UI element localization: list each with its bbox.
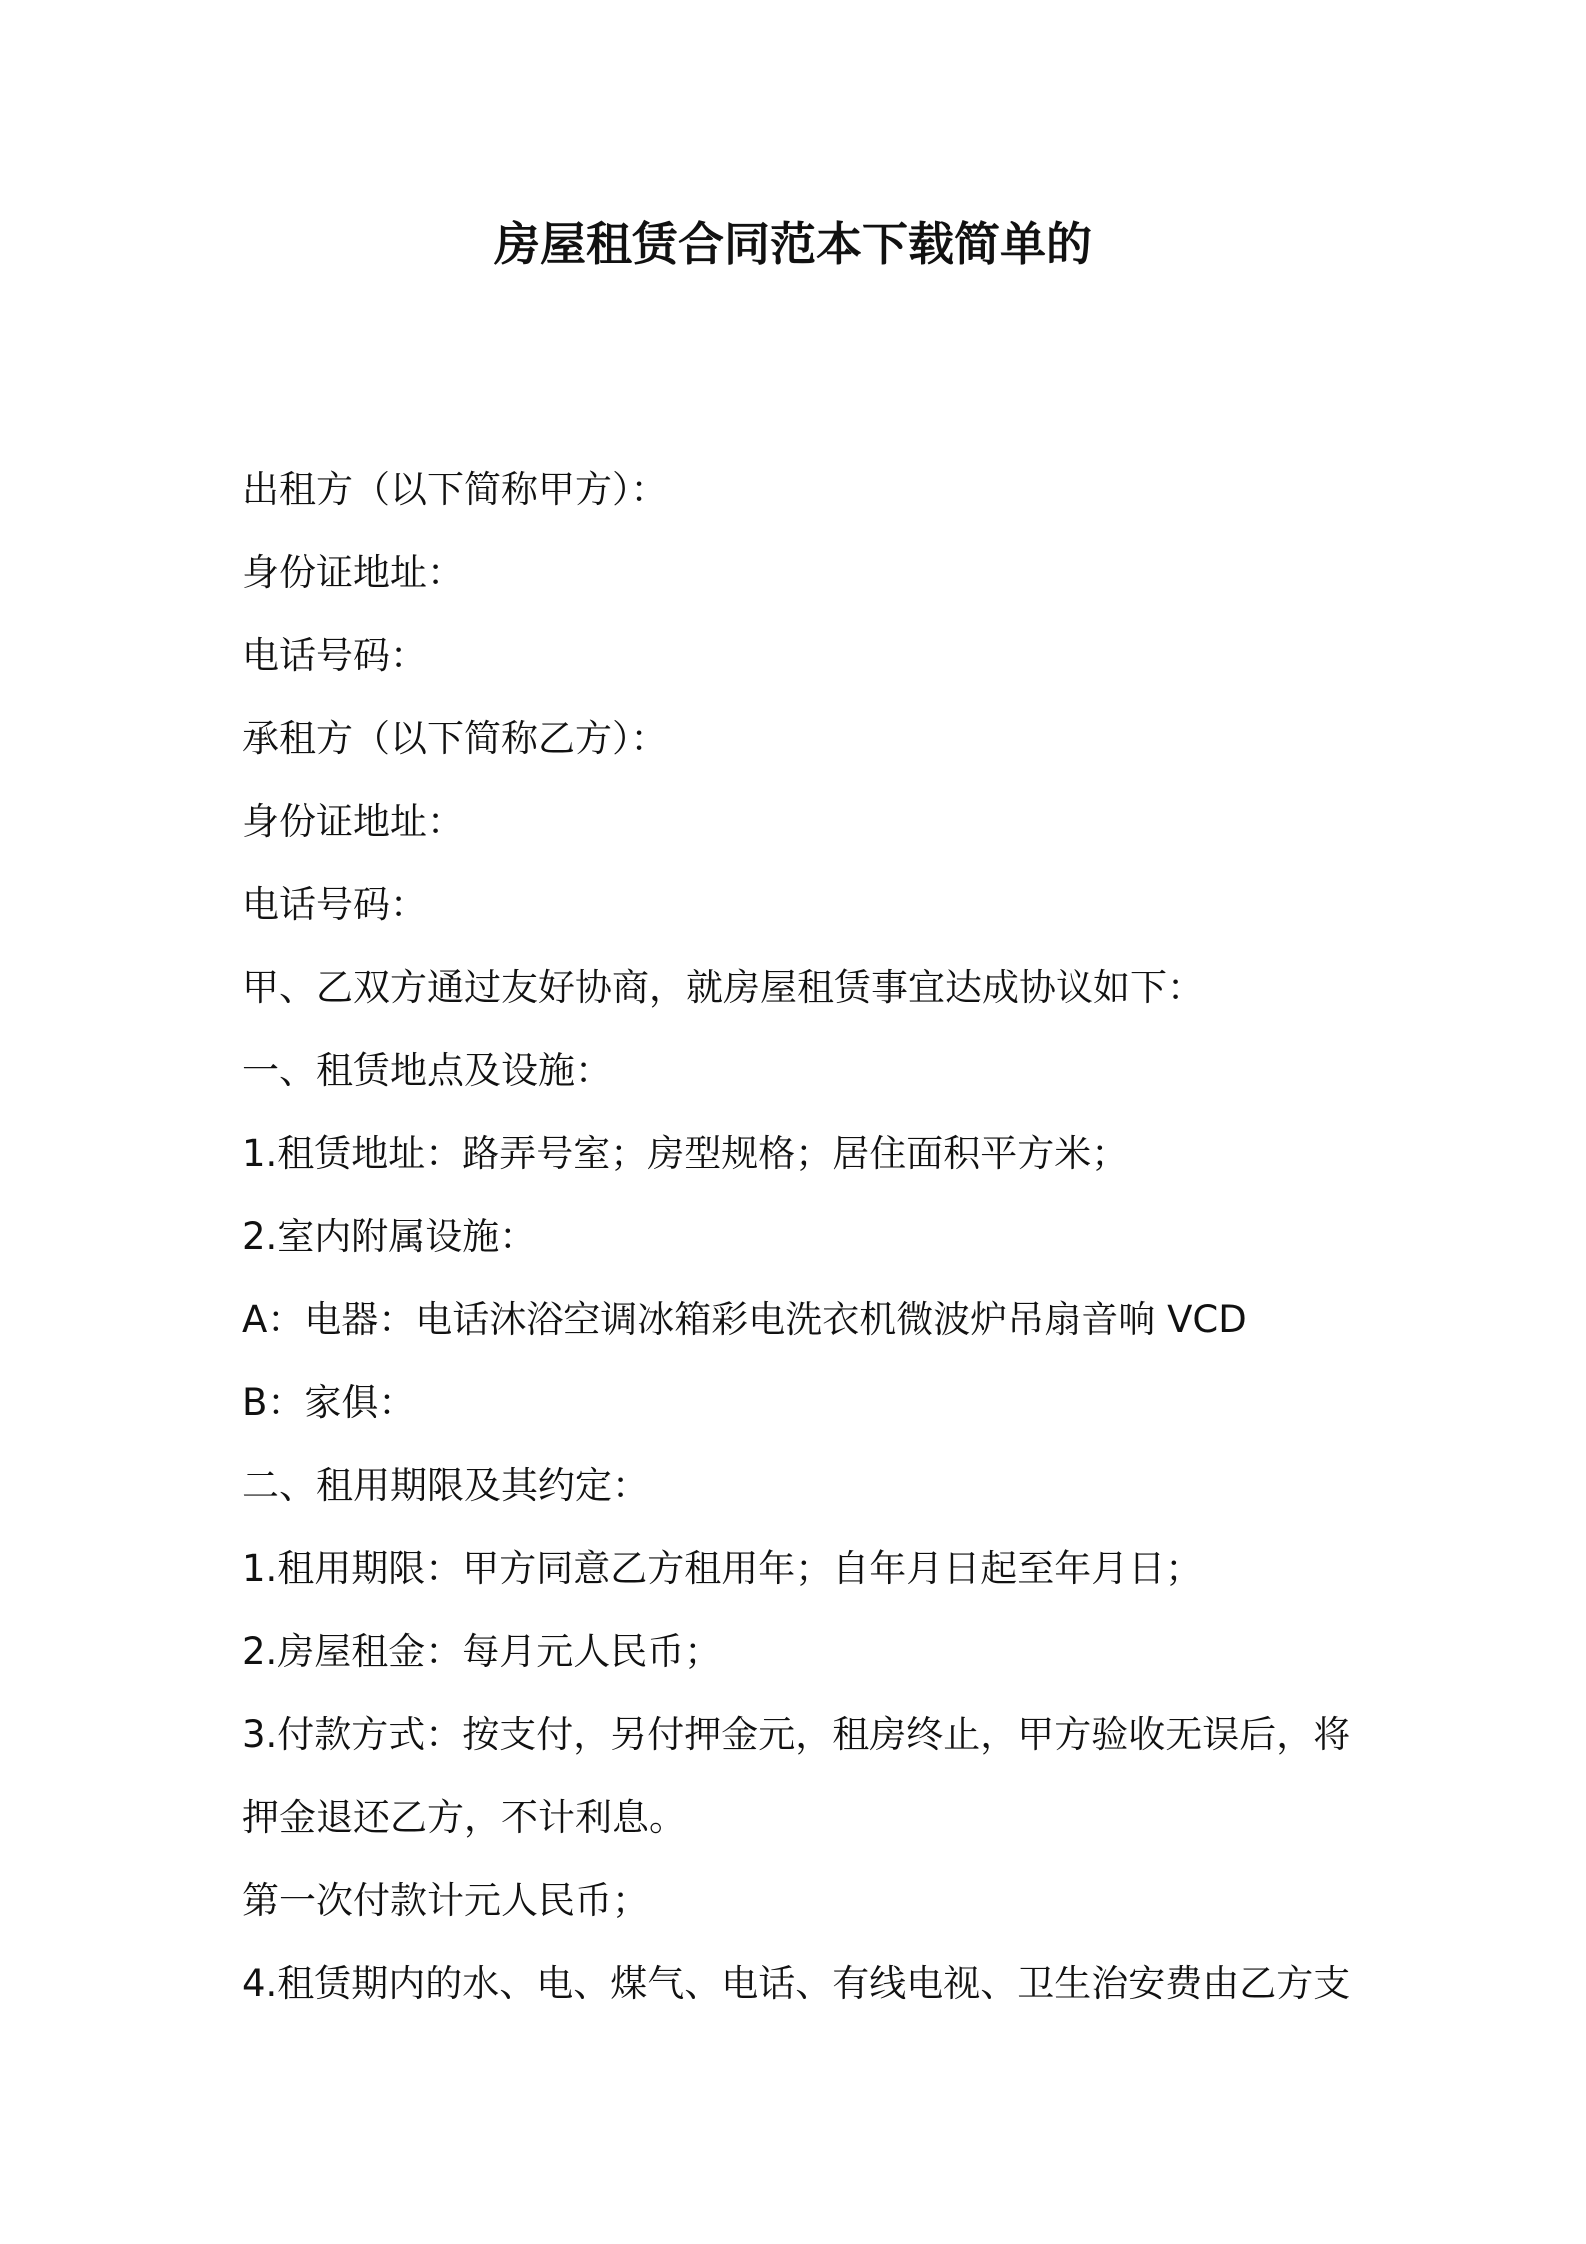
document-title: 房屋租赁合同范本下载简单的 (494, 217, 1092, 271)
clause-agreement-intro: 甲、乙双方通过友好协商，就房屋租赁事宜达成协议如下： (242, 966, 1204, 1009)
clause-utilities: 4.租赁期内的水、电、煤气、电话、有线电视、卫生治安费由乙方支 (242, 1962, 1351, 2005)
clause-payment-method: 3.付款方式：按支付，另付押金元，租房终止，甲方验收无误后，将 (242, 1713, 1351, 1756)
document-body (242, 448, 1362, 2025)
clause-rent: 2.房屋租金：每月元人民币； (242, 1630, 722, 1673)
clause-lessor: 出租方（以下简称甲方）： (242, 468, 668, 511)
clause-first-payment: 第一次付款计元人民币； (242, 1879, 649, 1922)
clause-furniture: B：家俱： (242, 1381, 416, 1424)
clause-lessee-id-address: 身份证地址： (242, 800, 464, 843)
clause-lease-period: 1.租用期限：甲方同意乙方租用年；自年月日起至年月日； (242, 1547, 1203, 1590)
clause-indoor-facilities: 2.室内附属设施： (242, 1215, 537, 1258)
clause-lessor-phone: 电话号码： (242, 634, 427, 677)
clause-lessor-id-address: 身份证地址： (242, 551, 464, 594)
clause-appliances: A：电器：电话沐浴空调冰箱彩电洗衣机微波炉吊扇音响 VCD (242, 1298, 1247, 1341)
section-heading-location-facilities: 一、租赁地点及设施： (242, 1049, 612, 1092)
clause-lessee: 承租方（以下简称乙方）： (242, 717, 668, 760)
clause-lessee-phone: 电话号码： (242, 883, 427, 926)
clause-payment-method-cont: 押金退还乙方，不计利息。 (242, 1796, 686, 1839)
section-heading-lease-term: 二、租用期限及其约定： (242, 1464, 649, 1507)
clause-rental-address: 1.租赁地址：路弄号室；房型规格；居住面积平方米； (242, 1132, 1129, 1175)
